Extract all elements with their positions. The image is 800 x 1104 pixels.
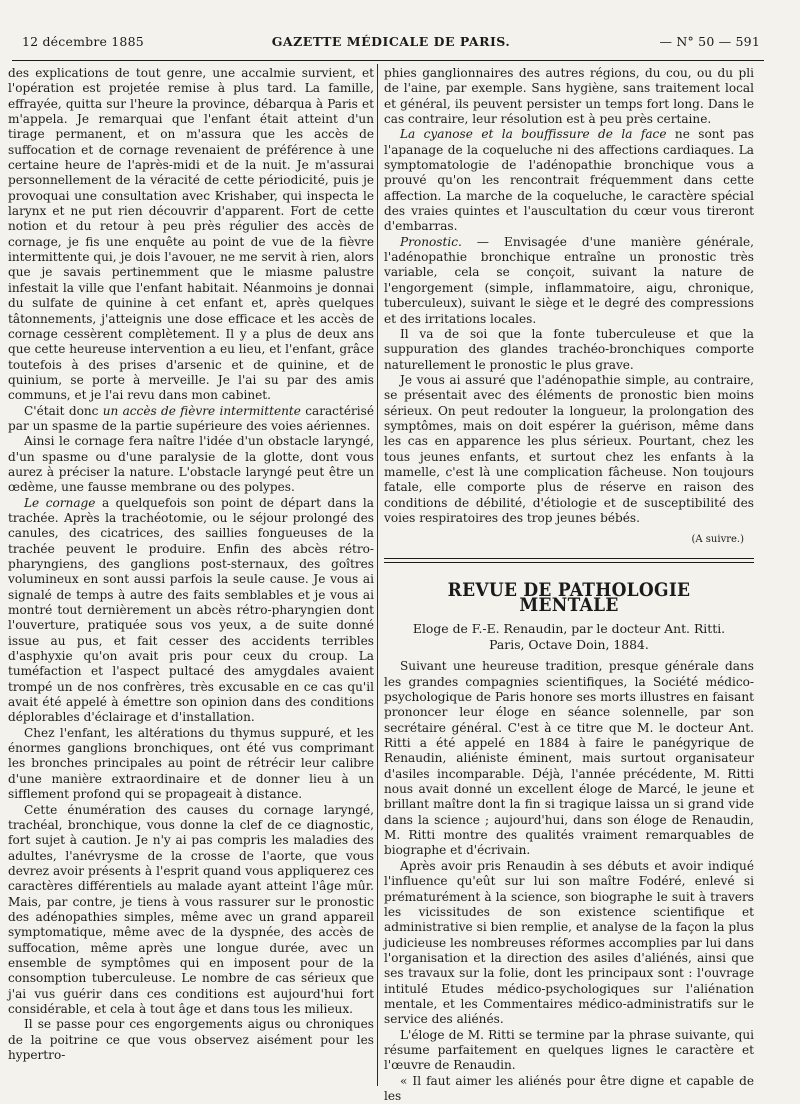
paragraph: C'était donc un accès de fièvre intermittente caractérisé par un spasme de la partie supérieure des voies aériennes. bbox=[8, 403, 374, 433]
section-rule bbox=[384, 558, 754, 563]
subtitle-line: Paris, Octave Doin, 1884. bbox=[489, 637, 649, 653]
header-issue-page: — N° 50 — 591 bbox=[659, 34, 760, 49]
italic-phrase: Pronostic. bbox=[400, 234, 462, 249]
paragraph: L'éloge de M. Ritti se termine par la phrase suivante, qui résume parfaitement en quelques lignes le caractère et l'œuvre de Renaudin. bbox=[384, 1027, 754, 1073]
paragraph: Pronostic. — Envisagée d'une manière générale, l'adénopathie bronchique entraîne un pronostic très variable, cela se conçoit, suivant la nature de l'engorgement (simple, inflammatoire, aigu, chronique, tuberculeux), suivant le siège et le degré des compressions et des irritations locales. bbox=[384, 234, 754, 326]
paragraph: « Il faut aimer les aliénés pour être digne et capable de les bbox=[384, 1073, 754, 1103]
header-date: 12 décembre 1885 bbox=[22, 34, 144, 49]
column-divider bbox=[377, 64, 378, 1086]
header-rule bbox=[12, 60, 764, 61]
italic-phrase: Le cornage bbox=[24, 495, 96, 510]
paragraph: phies ganglionnaires des autres régions, du cou, ou du pli de l'aine, par exemple. Sans hygiène, sans traitement local et général, ils peuvent persister un temps fort long. Dans le cas contraire, leur résolution est à peu près certaine. bbox=[384, 66, 754, 127]
paragraph: Suivant une heureuse tradition, presque générale dans les grandes compagnies scientifiques, la Société médico-psychologique de Paris honore ses morts illustres en faisant prononcer leur éloge en séance solennelle, par son secrétaire général. C'est à ce titre que M. le docteur Ant. Ritti a été appelé en 1884 à faire le panégyrique de Renaudin, aliéniste éminent, mais surtout organisateur d'asiles incomparable. Déjà, l'année précédente, M. Ritti nous avait donné un excellent éloge de Marcé, le jeune et brillant maître dont la fin si tragique laissa un si grand vide dans la science ; aujourd'hui, dans son éloge de Renaudin, M. Ritti montre des qualités vraiment remarquables de biographe et d'écrivain. bbox=[384, 659, 754, 858]
section-subtitle bbox=[384, 621, 754, 653]
italic-phrase: La cyanose et la bouffissure de la face bbox=[400, 127, 667, 142]
paragraph: Ainsi le cornage fera naître l'idée d'un obstacle laryngé, d'un spasme ou d'une paralysie de la glotte, dont vous aurez à préciser la nature. L'obstacle laryngé peut être un œdème, une fausse membrane ou des polypes. bbox=[8, 434, 374, 495]
italic-phrase: un accès de fièvre intermittente bbox=[102, 403, 301, 418]
left-column bbox=[8, 66, 374, 1086]
paragraph: des explications de tout genre, une accalmie survient, et l'opération est projetée remise à plus tard. La famille, effrayée, quitta sur l'heure la province, débarqua à Paris et m'appela. Je remarquai que l'enfant était atteint d'un tirage permanent, et on m'assura que les accès de suffocation et de cornage revenaient de préférence à une certaine heure de l'après-midi et de la nuit. Je m'assurai personnellement de la véracité de cette périodicité, puis je provoquai une consultation avec Krishaber, qui inspecta le larynx et ne put rien découvrir d'apparent. Fort de cette notion et du retour à peu près régulier des accès de cornage, je fis une enquête au point de vue de la fièvre intermittente qui, je dois l'avouer, ne me servit à rien, alors que je savais pertinemment que le miasme palustre infestait la ville que l'enfant habitait. Néanmoins je donnai du sulfate de quinine à cet enfant et, après quelques tâtonnements, j'atteignis une dose efficace et les accès de cornage cessèrent complètement. Il y a plus de deux ans que cette heureuse intervention a eu lieu, et l'enfant, grâce toutefois à des prises d'arsenic et de quinine, et de quinium, se porte à merveille. Je l'ai su par des amis communs, et je l'ai revu dans mon cabinet. bbox=[8, 66, 374, 403]
right-column bbox=[384, 66, 754, 1103]
paragraph: Il va de soi que la fonte tuberculeuse et que la suppuration des glandes trachéo-bronchiques comporte naturellement le pronostic le plus grave. bbox=[384, 326, 754, 372]
to-be-continued: (A suivre.) bbox=[691, 534, 744, 546]
paragraph: Chez l'enfant, les altérations du thymus suppuré, et les énormes ganglions bronchiques, ont été vus comprimant les bronches principales au point de rétrécir leur calibre d'une manière extraordinaire et de donner lieu à un sifflement profond qui se propageait à distance. bbox=[8, 725, 374, 802]
paragraph: La cyanose et la bouffissure de la face ne sont pas l'apanage de la coqueluche ni des affections cardiaques. La symptomatologie de l'adénopathie bronchique vous a prouvé qu'on les rencontrait fréquemment dans cette affection. La marche de la coqueluche, le caractère spécial des vraies quintes et l'auscultation du cœur vous tireront d'embarras. bbox=[384, 127, 754, 234]
paragraph: Je vous ai assuré que l'adénopathie simple, au contraire, se présentait avec des éléments de pronostic bien moins sérieux. On peut redouter la longueur, la prolongation des symptômes, mais on doit espérer la guérison, même dans les cas en apparence les plus sérieux. Pourtant, chez les tous jeunes enfants, et surtout chez les enfants à la mamelle, c'est là une complication fâcheuse. Non toujours fatale, elle comporte plus de réserve en raison des conditions de débilité, d'étiologie et de susceptibilité des voies respiratoires des trop jeunes bébés. bbox=[384, 372, 754, 525]
paragraph: Le cornage a quelquefois son point de départ dans la trachée. Après la trachéotomie, ou le séjour prolongé des canules, des cicatrices, des saillies fongueuses de la trachée peuvent le produire. Enfin des abcès rétro-pharyngiens, des ganglions post-sternaux, des goîtres volumineux en sont aussi parfois la seule cause. Je vous ai signalé de temps à autre des faits semblables et je vous ai montré tout dernièrement un abcès rétro-pharyngien dont l'ouverture, pratiquée sous vos yeux, a de suite donné issue au pus, et fait cesser des accidents terribles d'asphyxie qu'on avait pris pour ceux du croup. La tuméfaction et l'aspect pultacé des amygdales avaient trompé un de nos confrères, très excusable en ce cas qu'il avait été appelé à émettre son opinion dans des conditions déplorables d'éclairage et d'installation. bbox=[8, 495, 374, 725]
paragraph: Cette énumération des causes du cornage laryngé, trachéal, bronchique, vous donne la clef de ce diagnostic, fort sujet à caution. Je n'y ai pas compris les maladies des adultes, l'anévrysme de la crosse de l'aorte, que vous devrez avoir présents à l'esprit quand vous appliquerez ces caractères différentiels au malade ayant atteint l'âge mûr. Mais, par contre, je tiens à vous rassurer sur le pronostic des adénopathies simples, même avec un grand appareil symptomatique, même avec de la dyspnée, des accès de suffocation, même après une longue durée, avec un ensemble de symptômes qui en imposent pour de la consomption tuberculeuse. Le nombre de cas sérieux que j'ai vus guérir dans ces conditions est aujourd'hui fort considérable, et cela à tout âge et dans tous les milieux. bbox=[8, 802, 374, 1016]
paragraph: Il se passe pour ces engorgements aigus ou chroniques de la poitrine ce que vous observez aisément pour les hypertro- bbox=[8, 1017, 374, 1062]
section-title: REVUE DE PATHOLOGIE MENTALE bbox=[447, 579, 691, 616]
paragraph: Après avoir pris Renaudin à ses débuts et avoir indiqué l'influence qu'eût sur lui son maître Fodéré, enlevé si prématurément à la science, son biographe le suit à travers les vicissitudes de son existence scientifique et administrative si bien remplie, et analyse de la façon la plus judicieuse les nombreuses réformes accomplies par lui dans l'organisation et la direction des asiles d'aliénés, ainsi que ses travaux sur la folie, dont les principaux sont : l'ouvrage intitulé Etudes médico-psychologiques sur l'aliénation mentale, et les Commentaires médico-administratifs sur le service des aliénés. bbox=[384, 858, 754, 1027]
running-header bbox=[22, 34, 760, 54]
subtitle-line: Eloge de F.-E. Renaudin, par le docteur Ant. Ritti. bbox=[412, 621, 726, 637]
journal-title: GAZETTE MÉDICALE DE PARIS. bbox=[271, 34, 511, 49]
